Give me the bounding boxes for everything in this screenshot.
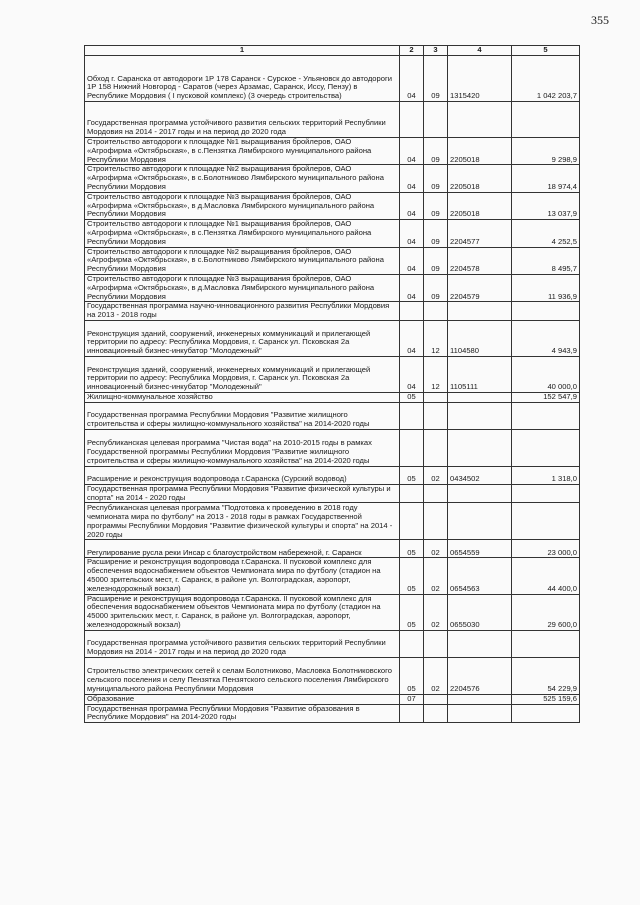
row-section-code: 04: [400, 192, 424, 219]
row-description: Государственная программа устойчивого развития сельских территорий Республики Мордовия на 2014 - 2017 годы и на период до 2020 года: [85, 630, 400, 657]
row-amount: [512, 704, 580, 723]
row-description: Строительство автодороги к площадке №1 выращивания бройлеров, ОАО «Агрофирма «Октябрьская», в с.Пензятка Лямбирского муниципального района Республики Мордовия: [85, 220, 400, 247]
row-section-code: [400, 704, 424, 723]
row-section-code: 04: [400, 165, 424, 192]
row-description: Государственная программа Республики Мордовия "Развитие жилищного строительства и сферы жилищно-коммунального хозяйства" на 2014-2020 годы: [85, 402, 400, 429]
row-description: Республиканская целевая программа "Чистая вода" на 2010-2015 годы в рамках Государственной программы Республики Мордовия "Развитие жилищного строительства и сферы жилищно-коммунального хозяйства" на 2014-2020 годы: [85, 429, 400, 466]
column-header: 3: [424, 46, 448, 56]
column-header: 4: [448, 46, 512, 56]
row-amount: 1 042 203,7: [512, 56, 580, 102]
column-header: 1: [85, 46, 400, 56]
row-target-code: 2204576: [448, 657, 512, 694]
table-row: [85, 302, 580, 321]
row-target-code: [448, 429, 512, 466]
table-row: [85, 429, 580, 466]
table-row: [85, 320, 580, 356]
row-subsection-code: 09: [424, 56, 448, 102]
row-subsection-code: 02: [424, 594, 448, 630]
row-target-code: [448, 392, 512, 402]
table-row: [85, 694, 580, 704]
row-subsection-code: [424, 429, 448, 466]
row-target-code: 0434502: [448, 466, 512, 484]
row-description: Государственная программа устойчивого развития сельских территорий Республики Мордовия на 2014 - 2017 годы и на период до 2020 года: [85, 102, 400, 138]
row-subsection-code: 09: [424, 220, 448, 247]
row-target-code: [448, 102, 512, 138]
row-description: Государственная программа Республики Мордовия "Развитие физической культуры и спорта" на 2014 - 2020 годы: [85, 484, 400, 503]
row-subsection-code: 09: [424, 247, 448, 274]
table-row: [85, 402, 580, 429]
row-subsection-code: [424, 484, 448, 503]
row-section-code: [400, 302, 424, 321]
row-amount: [512, 302, 580, 321]
row-subsection-code: 02: [424, 558, 448, 594]
row-target-code: 0655030: [448, 594, 512, 630]
row-description: Строительство автодороги к площадке №3 выращивания бройлеров, ОАО «Агрофирма «Октябрьская», в д.Масловка Лямбирского муниципального района Республики Мордовия: [85, 192, 400, 219]
row-description: Строительство автодороги к площадке №3 выращивания бройлеров, ОАО «Агрофирма «Октябрьская», в д.Масловка Лямбирского муниципального района Республики Мордовия: [85, 274, 400, 301]
table-row: [85, 558, 580, 594]
row-section-code: 04: [400, 56, 424, 102]
table-row: [85, 192, 580, 219]
row-description: Расширение и реконструкция водопровода г.Саранска (Сурский водовод): [85, 466, 400, 484]
row-amount: 44 400,0: [512, 558, 580, 594]
row-section-code: 04: [400, 247, 424, 274]
row-description: Реконструкция зданий, сооружений, инженерных коммуникаций и прилегающей территории по адресу: Республика Мордовия, г. Саранск ул. Псковская 2а инновационный бизнес-инкубатор "Молодежный": [85, 320, 400, 356]
table-row: [85, 138, 580, 165]
row-target-code: 1105111: [448, 356, 512, 392]
row-target-code: 1315420: [448, 56, 512, 102]
row-amount: 525 159,6: [512, 694, 580, 704]
table-row: [85, 630, 580, 657]
row-amount: 9 298,9: [512, 138, 580, 165]
row-section-code: 04: [400, 138, 424, 165]
row-description: Республиканская целевая программа "Подготовка к проведению в 2018 году чемпионата мира по футболу" на 2013 - 2018 годы в рамках Государственной программы Республики Мордовия "Развитие физической культуры и спорта" на 2014 - 2020 годы: [85, 503, 400, 540]
row-subsection-code: 09: [424, 165, 448, 192]
row-description: Строительство автодороги к площадке №2 выращивания бройлеров, ОАО «Агрофирма «Октябрьская», в с.Болотниково Лямбирского муниципального района Республики Мордовия: [85, 247, 400, 274]
row-target-code: 0654563: [448, 558, 512, 594]
row-description: Государственная программа Республики Мордовия "Развитие образования в Республике Мордовия" на 2014-2020 годы: [85, 704, 400, 723]
row-section-code: 04: [400, 356, 424, 392]
budget-table: [84, 45, 580, 723]
row-target-code: [448, 503, 512, 540]
row-description: Жилищно-коммунальное хозяйство: [85, 392, 400, 402]
row-amount: 29 600,0: [512, 594, 580, 630]
row-description: Строительство автодороги к площадке №1 выращивания бройлеров, ОАО «Агрофирма «Октябрьская», в с.Пензятка Лямбирского муниципального района Республики Мордовия: [85, 138, 400, 165]
table-row: [85, 220, 580, 247]
row-subsection-code: [424, 302, 448, 321]
row-subsection-code: 12: [424, 356, 448, 392]
row-section-code: [400, 503, 424, 540]
row-subsection-code: 02: [424, 540, 448, 558]
table-row: [85, 657, 580, 694]
table-row: [85, 274, 580, 301]
table-row: [85, 503, 580, 540]
row-section-code: [400, 630, 424, 657]
row-subsection-code: [424, 392, 448, 402]
row-description: Расширение и реконструкция водопровода г.Саранска. II пусковой комплекс для обеспечения водоснабжением объектов Чемпионата мира по футболу (стадион на 45000 зрительских мест, г. Саранск, в районе ул. Волгоградская, аэропорт, железнодорожный вокзал): [85, 594, 400, 630]
row-amount: [512, 102, 580, 138]
row-section-code: 04: [400, 220, 424, 247]
row-target-code: 2205018: [448, 165, 512, 192]
row-section-code: 05: [400, 540, 424, 558]
row-subsection-code: [424, 503, 448, 540]
row-target-code: 2205018: [448, 192, 512, 219]
row-amount: 18 974,4: [512, 165, 580, 192]
row-target-code: [448, 484, 512, 503]
row-section-code: [400, 429, 424, 466]
row-target-code: 2204579: [448, 274, 512, 301]
row-amount: [512, 429, 580, 466]
page-number: 355: [591, 13, 609, 27]
row-description: Обход г. Саранска от автодороги 1Р 178 Саранск - Сурское - Ульяновск до автодороги 1Р 158 Нижний Новгород - Саратов (через Арзамас, Саранск, Иссу, Пензу) в Республике Мордовия ( I пусковой комплекс) (3 очередь строительства): [85, 56, 400, 102]
row-subsection-code: [424, 704, 448, 723]
row-amount: [512, 503, 580, 540]
row-target-code: [448, 694, 512, 704]
row-target-code: [448, 402, 512, 429]
row-section-code: 07: [400, 694, 424, 704]
row-description: Расширение и реконструкция водопровода г.Саранска. II пусковой комплекс для обеспечения водоснабжением объектов Чемпионата мира по футболу (стадион на 45000 зрительских мест, г. Саранск, в районе ул. Волгоградская, аэропорт, железнодорожный вокзал): [85, 558, 400, 594]
row-amount: 4 943,9: [512, 320, 580, 356]
row-section-code: 05: [400, 594, 424, 630]
row-description: Регулирование русла реки Инсар с благоустройством набережной, г. Саранск: [85, 540, 400, 558]
row-section-code: 04: [400, 320, 424, 356]
row-section-code: 05: [400, 657, 424, 694]
row-description: Образование: [85, 694, 400, 704]
row-section-code: 05: [400, 466, 424, 484]
table-row: [85, 392, 580, 402]
table-row: [85, 484, 580, 503]
row-target-code: 0654559: [448, 540, 512, 558]
row-section-code: [400, 484, 424, 503]
row-amount: [512, 630, 580, 657]
table-row: [85, 704, 580, 723]
table-row: [85, 466, 580, 484]
row-amount: 23 000,0: [512, 540, 580, 558]
row-target-code: [448, 630, 512, 657]
row-amount: [512, 402, 580, 429]
row-amount: 4 252,5: [512, 220, 580, 247]
row-amount: 40 000,0: [512, 356, 580, 392]
table-row: [85, 102, 580, 138]
row-target-code: 1104580: [448, 320, 512, 356]
table-row: [85, 247, 580, 274]
row-subsection-code: 09: [424, 274, 448, 301]
row-subsection-code: [424, 402, 448, 429]
row-section-code: 05: [400, 558, 424, 594]
row-amount: [512, 484, 580, 503]
row-amount: 11 936,9: [512, 274, 580, 301]
table-row: [85, 165, 580, 192]
row-subsection-code: [424, 630, 448, 657]
row-target-code: 2204578: [448, 247, 512, 274]
row-description: Реконструкция зданий, сооружений, инженерных коммуникаций и прилегающей территории по адресу: Республика Мордовия, г. Саранск ул. Псковская 2а инновационный бизнес-инкубатор "Молодежный": [85, 356, 400, 392]
row-section-code: [400, 402, 424, 429]
row-subsection-code: 02: [424, 466, 448, 484]
row-section-code: [400, 102, 424, 138]
row-description: Государственная программа научно-инновационного развития Республики Мордовия на 2013 - 2018 годы: [85, 302, 400, 321]
row-amount: 152 547,9: [512, 392, 580, 402]
row-subsection-code: [424, 102, 448, 138]
row-target-code: 2204577: [448, 220, 512, 247]
row-description: Строительство автодороги к площадке №2 выращивания бройлеров, ОАО «Агрофирма «Октябрьская», в с.Болотниково Лямбирского муниципального района Республики Мордовия: [85, 165, 400, 192]
row-section-code: 04: [400, 274, 424, 301]
row-subsection-code: 02: [424, 657, 448, 694]
row-amount: 8 495,7: [512, 247, 580, 274]
table-row: [85, 56, 580, 102]
table-row: [85, 594, 580, 630]
header-row: [85, 46, 580, 56]
column-header: 5: [512, 46, 580, 56]
row-subsection-code: 12: [424, 320, 448, 356]
column-header: 2: [400, 46, 424, 56]
row-description: Строительство электрических сетей к селам Болотниково, Масловка Болотниковского сельского поселения и селу Пензятка Пензятского сельского поселения Лямбирского муниципального района Республики Мордовия: [85, 657, 400, 694]
row-subsection-code: 09: [424, 138, 448, 165]
table-row: [85, 540, 580, 558]
table-row: [85, 356, 580, 392]
row-amount: 1 318,0: [512, 466, 580, 484]
row-target-code: 2205018: [448, 138, 512, 165]
row-target-code: [448, 302, 512, 321]
row-section-code: 05: [400, 392, 424, 402]
row-subsection-code: [424, 694, 448, 704]
row-target-code: [448, 704, 512, 723]
row-subsection-code: 09: [424, 192, 448, 219]
row-amount: 13 037,9: [512, 192, 580, 219]
row-amount: 54 229,9: [512, 657, 580, 694]
